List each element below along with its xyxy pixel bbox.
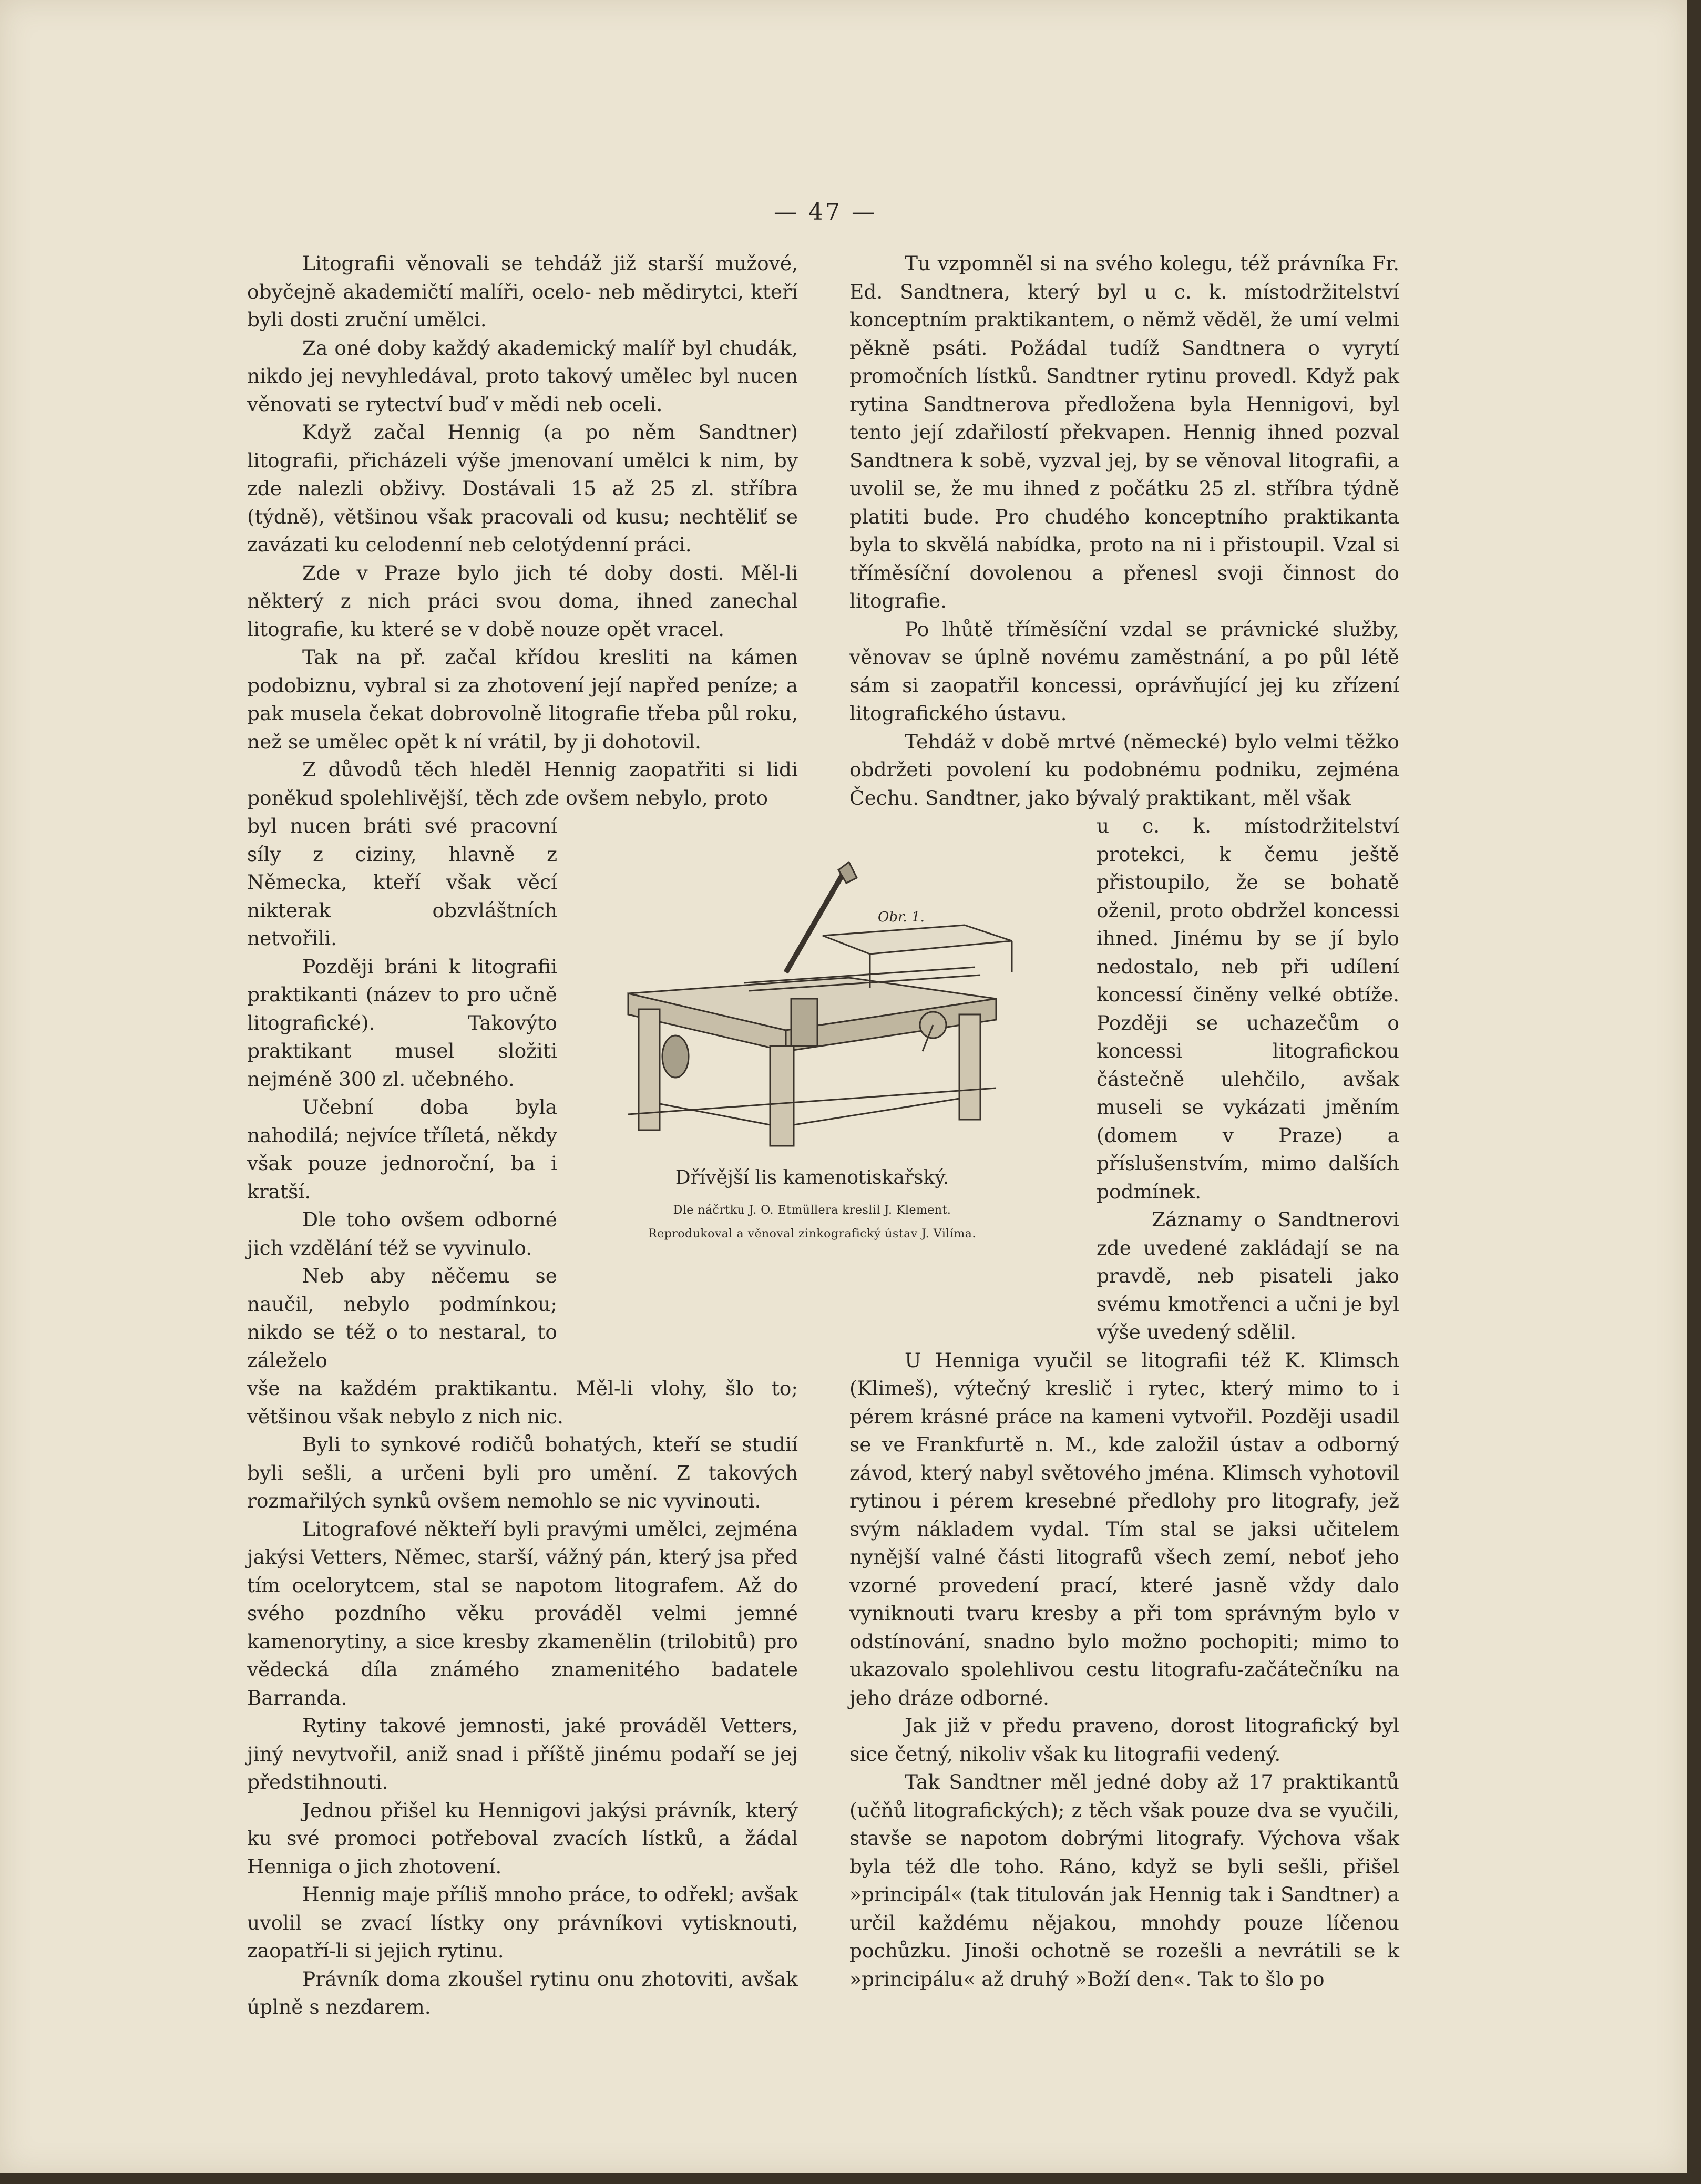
paragraph: Tak Sandtner měl jedné doby až 17 praktikantů (učňů litografických); z těch však pouze dva se vyučili, stavše se napotom dobrými litografy. Výchova však byla též dle toho. Ráno, když se byli sešli, přišel »principál« (tak titulován jak Hennig tak i Sandtner) a určil každému nějakou, mnohdy pouze líčenou pochůzku. Jinoši ochotně se rozešli a nevrátili se k »principálu« až druhý »Boží den«. Tak to šlo po (849, 1770, 1399, 1991)
figure-lithographic-press (589, 841, 1036, 1256)
paragraph: U Henniga vyučil se litografii též K. Klimsch (Klimeš), výtečný kreslič i rytec, který mimo to i pérem krásné práce na kameni vytvořil. Později usadil se ve Frankfurtě n. M., kde založil ústav a odborný závod, který nabyl světového jména. Klimsch vyhotovil rytinou i pérem kresebné předlohy pro litografy, jež svým nákladem vydal. Tím stal se jaksi učitelem nynější valné části litografů všech zemí, neboť jeho vzorné provedení prací, které jasně vždy dalo vyniknouti tvaru kresby a při tom správným bylo v odstínování, snadno bylo možno pochopiti; mimo to ukazovalo spolehlivou cestu litografu-začátečníku na jeho dráze odborné. (849, 1348, 1399, 1709)
paragraph: Za oné doby každý akademický malíř byl chudák, nikdo jej nevyhledával, proto takový umělec byl nucen věnovati se rytectví buď v mědi neb oceli. (247, 336, 798, 416)
right-narrow-block (1097, 812, 1399, 1347)
paragraph: Jak již v předu praveno, dorost litografický byl sice četný, nikoliv však ku litografii vedený. (849, 1714, 1399, 1766)
paragraph: Litografii věnovali se tehdáž již starší mužové, obyčejně akademičtí malíři, ocelo- neb mědirytci, kteří byli dosti zruční umělci. (247, 252, 798, 331)
paragraph: vše na každém praktikantu. Měl-li vlohy, šlo to; většinou však nebylo z nich nic. (247, 1377, 798, 1428)
paragraph: Když začal Hennig (a po něm Sandtner) litografii, přicházeli výše jmenovaní umělci k nim, by zde nalezli obživy. Dostávali 15 až 25 zl. stříbra (týdně), většinou však pracovali od kusu; nechtěliť se zavázati ku celodenní neb celotýdenní práci. (247, 421, 798, 556)
figure-credit-line: Dle náčrtku J. O. Etmüllera kreslil J. Klement. (673, 1204, 951, 1217)
paragraph: Jednou přišel ku Hennigovi jakýsi právník, který ku své promoci potřeboval zvacích lístků, a žádal Henniga o jich zhotovení. (247, 1798, 798, 1878)
paragraph: Byli to synkové rodičů bohatých, kteří se studií byli sešli, a určeni byli pro umění. Z takových rozmařilých synků ovšem nemohlo se nic vyvinouti. (247, 1433, 798, 1512)
paragraph: Litografové někteří byli pravými umělci, zejména jakýsi Vetters, Němec, starší, vážný pán, který jsa před tím ocelorytcem, stal se napotom litografem. Až do svého pozdního věku prováděl velmi jemné kamenorytiny, a sice kresby zkamenělin (trilobitů) pro vědecká díla známého znamenitého badatele Barranda. (247, 1517, 798, 1709)
paragraph: Rytiny takové jemnosti, jaké prováděl Vetters, jiný nevytvořil, aniž snad i příště jinému podaří se jej předstihnouti. (247, 1714, 798, 1793)
paragraph: Právník doma zkoušel rytinu onu zhotoviti, avšak úplně s nezdarem. (247, 1967, 798, 2018)
paragraph: byl nucen bráti své pracovní síly z ciziny, hlavně z Německa, kteří však věcí nikterak obzvláštních netvořili. (247, 814, 557, 950)
press-illustration (597, 841, 1028, 1156)
left-narrow-block (247, 812, 557, 1375)
paragraph: u c. k. místodržitelství protekci, k čemu ještě přistoupilo, že se bohatě oženil, proto obdržel koncessi ihned. Jinému by se jí bylo nedostalo, neb při udílení koncessí činěny velké obtíže. Později se uchazečům o koncessi litografickou částečně ulehčilo, avšak museli se vykázati jměním (domem v Praze) a příslušenstvím, mimo dalších podmínek. (1097, 814, 1399, 1203)
figure-caption-title: Dřívější lis kamenotiskařský. (675, 1167, 949, 1188)
paragraph: Tak na př. začal křídou kresliti na kámen podobiznu, vybral si za zhotovení její napřed peníze; a pak musela čekat dobrovolně litografie třeba půl roku, než se umělec opět k ní vrátil, by ji dohotovil. (247, 645, 798, 753)
paragraph: Po lhůtě tříměsíční vzdal se právnické služby, věnovav se úplně novému zaměstnání, a po půl létě sám si zaopatřil koncessi, oprávňující jej ku zřízení litografického ústavu. (849, 617, 1399, 725)
paragraph: Později bráni k litografii praktikanti (název to pro učně litografické). Takovýto praktikant musel složiti nejméně 300 zl. učebného. (247, 955, 557, 1091)
paragraph: Zde v Praze bylo jich té doby dosti. Měl-li některý z nich práci svou doma, ihned zanechal litografie, ku které se v době nouze opět vracel. (247, 561, 798, 641)
paragraph: Z důvodů těch hleděl Hennig zaopatřiti si lidi poněkud spolehlivější, těch zde ovšem nebylo, proto (247, 758, 798, 809)
paragraph: Tu vzpomněl si na svého kolegu, též právníka Fr. Ed. Sandtnera, který byl u c. k. místodržitelství konceptním praktikantem, o němž věděl, že umí velmi pěkně psáti. Požádal tudíž Sandtnera o vyrytí promočních lístků. Sandtner rytinu provedl. Když pak rytina Sandtnerova předložena byla Hennigovi, byl tento její zdařilostí překvapen. Hennig ihned pozval Sandtnera k sobě, vyzval jej, by se věnoval litografii, a uvolil se, že mu ihned z počátku 25 zl. stříbra týdně platiti bude. Pro chudého konceptního praktikanta byla to skvělá nabídka, proto na ni i přistoupil. Vzal si tříměsíční dovolenou a přenesl svoji činnost do litografie. (849, 252, 1399, 612)
paragraph: Tehdáž v době mrtvé (německé) bylo velmi těžko obdržeti povolení ku podobnému podniku, zejména Čechu. Sandtner, jako bývalý praktikant, měl však (849, 730, 1399, 809)
figure-label: Obr. 1. (878, 909, 925, 925)
paragraph: Záznamy o Sandtnerovi zde uvedené zakládají se na pravdě, neb pisateli jako svému kmotřenci a učni je byl výše uvedený sdělil. (1097, 1208, 1399, 1344)
figure-credit-line: Reprodukoval a věnoval zinkografický ústav J. Vilíma. (648, 1227, 976, 1240)
paragraph: Dle toho ovšem odborné jich vzdělání též se vyvinulo. (247, 1208, 557, 1259)
paragraph: Učební doba byla nahodilá; nejvíce tříletá, někdy však pouze jednoroční, ba i kratší. (247, 1095, 557, 1203)
paragraph: Neb aby něčemu se naučil, nebylo podmínkou; nikdo se též o to nestaral, to záleželo (247, 1264, 557, 1372)
page-number: — 47 — (774, 199, 877, 225)
paragraph: Hennig maje příliš mnoho práce, to odřekl; avšak uvolil se zvací lístky ony právníkovi vytisknouti, zaopatří-li si jejich rytinu. (247, 1883, 798, 1962)
